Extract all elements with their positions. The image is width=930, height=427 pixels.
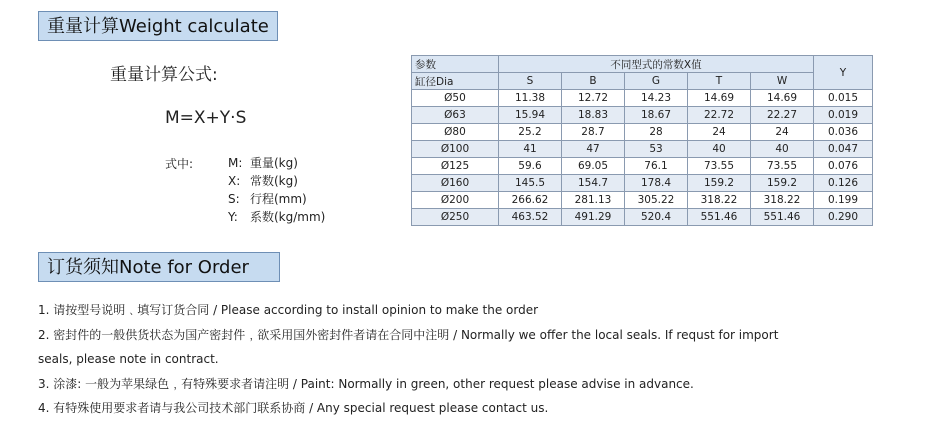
column-header: T <box>688 73 751 90</box>
constant-cell: 40 <box>751 141 814 158</box>
constant-cell: 69.05 <box>562 158 625 175</box>
table-row <box>412 209 873 226</box>
constant-cell: 491.29 <box>562 209 625 226</box>
legend-item <box>228 208 325 226</box>
constant-cell: 25.2 <box>499 124 562 141</box>
constant-cell: 551.46 <box>751 209 814 226</box>
constant-cell: 154.7 <box>562 175 625 192</box>
order-notes <box>38 298 898 421</box>
constant-cell: 73.55 <box>688 158 751 175</box>
bore-cell: Ø50 <box>412 90 499 107</box>
constant-cell: 551.46 <box>688 209 751 226</box>
y-cell: 0.199 <box>814 192 873 209</box>
legend-symbol: M: <box>228 156 243 170</box>
column-header: B <box>562 73 625 90</box>
constant-cell: 145.5 <box>499 175 562 192</box>
table-row <box>412 141 873 158</box>
weight-constants-table <box>411 55 873 226</box>
bore-cell: Ø200 <box>412 192 499 209</box>
order-note-heading: 订货须知Note for Order <box>38 252 280 282</box>
formula-title: 重量计算公式: <box>110 65 218 85</box>
legend-text: 重量(kg) <box>250 156 298 170</box>
constant-group-header: 不同型式的常数X值 <box>499 56 814 73</box>
bore-cell: Ø100 <box>412 141 499 158</box>
constant-cell: 76.1 <box>625 158 688 175</box>
constant-cell: 73.55 <box>751 158 814 175</box>
bore-header: 缸径Dia <box>412 73 499 90</box>
y-cell: 0.047 <box>814 141 873 158</box>
order-note-line: 3. 涂漆: 一般为苹果绿色﹐有特殊要求者请注明 / Paint: Normally in green, other request please advise in advance. <box>38 376 694 391</box>
constant-cell: 24 <box>688 124 751 141</box>
legend-text: 行程(mm) <box>250 192 307 206</box>
y-header: Y <box>814 56 873 90</box>
order-note-line: 2. 密封件的一般供货状态为国产密封件﹐欲采用国外密封件者请在合同中注明 / Normally we offer the local seals. If requst for import <box>38 327 779 342</box>
table-row <box>412 107 873 124</box>
column-header: W <box>751 73 814 90</box>
constant-cell: 463.52 <box>499 209 562 226</box>
legend-symbol: Y: <box>228 210 238 224</box>
param-header: 参数 <box>412 56 499 73</box>
constant-cell: 318.22 <box>751 192 814 209</box>
constant-cell: 59.6 <box>499 158 562 175</box>
constant-cell: 159.2 <box>751 175 814 192</box>
formula-legend <box>228 154 325 226</box>
legend-item <box>228 190 325 208</box>
y-cell: 0.036 <box>814 124 873 141</box>
constant-cell: 305.22 <box>625 192 688 209</box>
legend-item <box>228 172 325 190</box>
table-row <box>412 192 873 209</box>
legend-item <box>228 154 325 172</box>
column-header: S <box>499 73 562 90</box>
legend-text: 常数(kg) <box>250 174 298 188</box>
table-row <box>412 175 873 192</box>
order-note-line: 4. 有特殊使用要求者请与我公司技术部门联系协商 / Any special request please contact us. <box>38 401 549 415</box>
legend-symbol: X: <box>228 174 241 188</box>
weight-formula: M=X+Y·S <box>165 108 247 128</box>
constant-cell: 18.83 <box>562 107 625 124</box>
constant-cell: 12.72 <box>562 90 625 107</box>
constant-cell: 40 <box>688 141 751 158</box>
constant-cell: 28.7 <box>562 124 625 141</box>
constant-cell: 281.13 <box>562 192 625 209</box>
constant-cell: 22.27 <box>751 107 814 124</box>
constant-cell: 266.62 <box>499 192 562 209</box>
constant-cell: 520.4 <box>625 209 688 226</box>
constant-cell: 24 <box>751 124 814 141</box>
y-cell: 0.290 <box>814 209 873 226</box>
order-note-line: 1. 请按型号说明﹑填写订货合同 / Please according to install opinion to make the order <box>38 303 539 317</box>
constant-cell: 159.2 <box>688 175 751 192</box>
constant-cell: 15.94 <box>499 107 562 124</box>
constant-cell: 28 <box>625 124 688 141</box>
legend-label: 式中: <box>165 157 194 171</box>
table-row <box>412 158 873 175</box>
table-row <box>412 124 873 141</box>
constant-cell: 14.69 <box>751 90 814 107</box>
constant-cell: 22.72 <box>688 107 751 124</box>
column-header: G <box>625 73 688 90</box>
bore-cell: Ø250 <box>412 209 499 226</box>
constant-cell: 41 <box>499 141 562 158</box>
weight-calculate-heading: 重量计算Weight calculate <box>38 11 278 41</box>
constant-cell: 318.22 <box>688 192 751 209</box>
constant-cell: 14.23 <box>625 90 688 107</box>
constant-cell: 11.38 <box>499 90 562 107</box>
bore-cell: Ø63 <box>412 107 499 124</box>
order-note-line: seals, please note in contract. <box>38 352 219 366</box>
table-row <box>412 90 873 107</box>
y-cell: 0.019 <box>814 107 873 124</box>
constant-cell: 18.67 <box>625 107 688 124</box>
legend-text: 系数(kg/mm) <box>250 210 326 224</box>
bore-cell: Ø80 <box>412 124 499 141</box>
legend-symbol: S: <box>228 192 240 206</box>
bore-cell: Ø125 <box>412 158 499 175</box>
constant-cell: 14.69 <box>688 90 751 107</box>
constant-cell: 47 <box>562 141 625 158</box>
y-cell: 0.015 <box>814 90 873 107</box>
y-cell: 0.126 <box>814 175 873 192</box>
constant-cell: 178.4 <box>625 175 688 192</box>
bore-cell: Ø160 <box>412 175 499 192</box>
y-cell: 0.076 <box>814 158 873 175</box>
constant-cell: 53 <box>625 141 688 158</box>
